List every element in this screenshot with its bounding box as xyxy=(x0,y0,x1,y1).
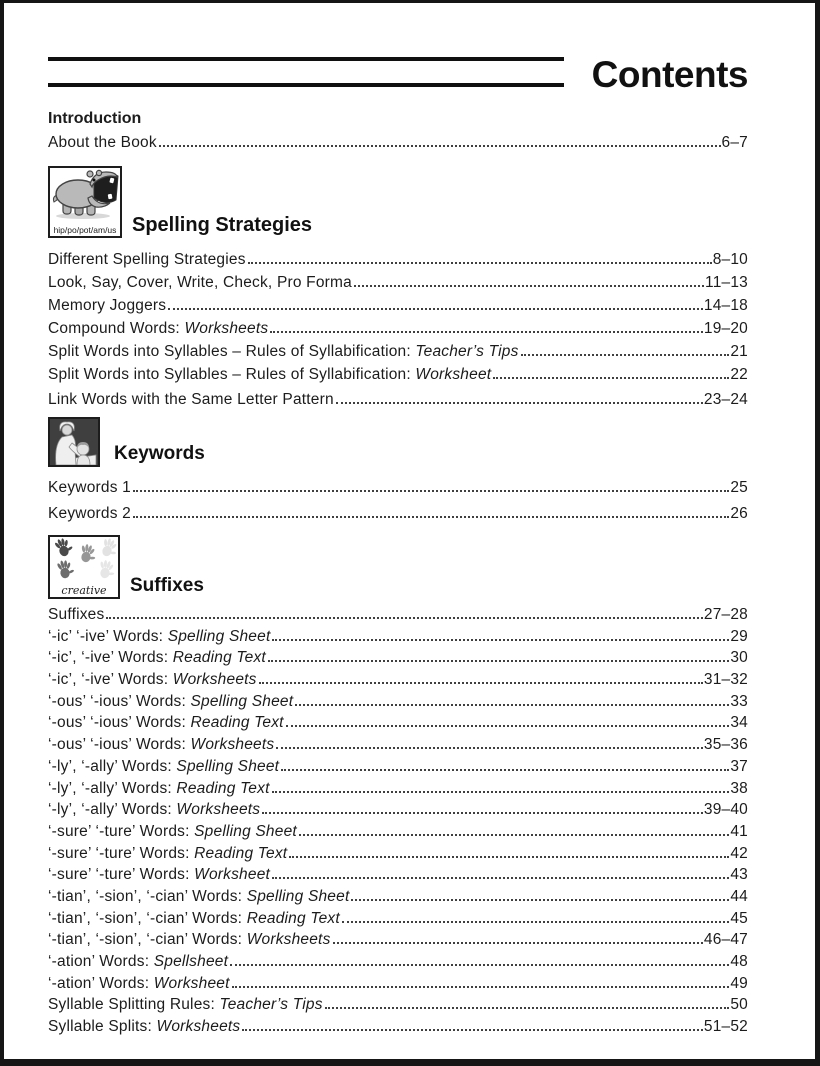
section-head-keywords xyxy=(48,417,748,467)
dot-leader xyxy=(286,725,730,727)
toc-entry-title: ‘-ation’ Words: Spellsheet xyxy=(48,953,229,970)
dot-leader xyxy=(276,747,703,749)
toc-entry-title: ‘-tian’, ‘-sion’, ‘-cian’ Words: Worksheets xyxy=(48,931,331,949)
page-header xyxy=(48,55,748,95)
toc-entry-title: Memory Joggers xyxy=(48,297,167,314)
dot-leader xyxy=(242,1029,703,1031)
toc-entry-title: ‘-ous’ ‘-ious’ Words: Worksheets xyxy=(48,736,275,754)
toc-entry-title: ‘-ly’, ‘-ally’ Words: Spelling Sheet xyxy=(48,757,280,775)
toc-entry-title: ‘-ic’, ‘-ive’ Words: Worksheets xyxy=(48,671,257,689)
page-number: 51–52 xyxy=(703,1018,748,1036)
toc-entry-title: Keywords 1 xyxy=(48,479,131,496)
dot-leader xyxy=(270,331,703,333)
toc-entry xyxy=(48,821,748,843)
toc-entry-title: ‘-ly’, ‘-ally’ Words: Reading Text xyxy=(48,779,270,797)
page-number: 35–36 xyxy=(703,736,748,754)
page-number: 44 xyxy=(730,887,748,905)
toc-entry xyxy=(48,712,748,734)
toc-entry-title: Split Words into Syllables – Rules of Syllabification: Worksheet xyxy=(48,366,492,383)
toc-entry-title: ‘-sure’ ‘-ture’ Words: Reading Text xyxy=(48,844,288,862)
dot-leader xyxy=(333,942,703,944)
toc-entry xyxy=(48,501,748,527)
toc-entry xyxy=(48,994,748,1016)
toc-entry xyxy=(48,248,748,271)
toc-entry-title: Look, Say, Cover, Write, Check, Pro Forma xyxy=(48,274,352,291)
toc-entry-title: ‘-ous’ ‘-ious’ Words: Reading Text xyxy=(48,714,284,732)
section-head-suffixes xyxy=(48,535,748,599)
toc-entry xyxy=(48,864,748,886)
mother-child-photo xyxy=(48,417,100,467)
toc-entries-keywords xyxy=(48,475,748,527)
section-heading-suffixes: Suffixes xyxy=(130,575,204,596)
page-number: 38 xyxy=(730,779,748,797)
hippo-icon xyxy=(48,166,122,238)
dot-leader xyxy=(272,639,729,641)
page-number: 33 xyxy=(730,692,748,710)
toc-entry xyxy=(48,756,748,778)
toc-entry xyxy=(48,799,748,821)
page-number: 37 xyxy=(730,757,748,775)
dot-leader xyxy=(259,682,703,684)
toc-entry xyxy=(48,294,748,317)
dot-leader xyxy=(342,921,729,923)
dot-leader xyxy=(272,791,730,793)
page-number: 39–40 xyxy=(703,801,748,819)
toc-entry-title: Keywords 2 xyxy=(48,505,131,522)
dot-leader xyxy=(351,899,729,901)
toc-entry xyxy=(48,886,748,908)
dot-leader xyxy=(295,704,729,706)
page-number: 26 xyxy=(730,505,748,522)
toc-entry-title: ‘-ation’ Words: Worksheet xyxy=(48,974,230,992)
page-number: 6–7 xyxy=(721,134,748,151)
dot-leader xyxy=(159,145,721,147)
title-rules xyxy=(48,57,564,87)
toc-entry xyxy=(48,669,748,691)
toc-entry-title: About the Book xyxy=(48,134,157,151)
page-number: 49 xyxy=(730,974,748,992)
section-heading-keywords: Keywords xyxy=(114,443,205,464)
dot-leader xyxy=(354,285,704,287)
dot-leader xyxy=(299,834,729,836)
dot-leader xyxy=(325,1007,730,1009)
toc-entry xyxy=(48,929,748,951)
dot-leader xyxy=(133,516,729,518)
toc-entry xyxy=(48,363,748,386)
toc-entry-title: ‘-ic’, ‘-ive’ Words: Reading Text xyxy=(48,649,266,667)
dot-leader xyxy=(493,377,729,379)
toc-entry-title: ‘-ly’, ‘-ally’ Words: Worksheets xyxy=(48,801,261,819)
toc-entry-title: ‘-sure’ ‘-ture’ Words: Worksheet xyxy=(48,866,271,884)
toc-entry xyxy=(48,1016,748,1038)
page-number: 21 xyxy=(730,343,748,360)
dot-leader xyxy=(262,812,703,814)
dot-leader xyxy=(521,354,730,356)
toc-entry-title: ‘-ous’ ‘-ious’ Words: Spelling Sheet xyxy=(48,692,294,710)
dot-leader xyxy=(106,617,702,619)
page-number: 30 xyxy=(730,649,748,667)
page-title: Contents xyxy=(591,54,748,95)
toc-entry-title: Compound Words: Worksheets xyxy=(48,320,269,337)
dot-leader xyxy=(281,769,729,771)
toc-entry xyxy=(48,475,748,501)
page-number: 42 xyxy=(730,844,748,862)
dot-leader xyxy=(289,856,729,858)
page-number: 25 xyxy=(730,479,748,496)
toc-entry-title: ‘-sure’ ‘-ture’ Words: Spelling Sheet xyxy=(48,822,297,840)
dot-leader xyxy=(268,660,729,662)
page-number: 48 xyxy=(730,953,748,970)
dot-leader xyxy=(168,308,703,310)
toc-entry-title: ‘-tian’, ‘-sion’, ‘-cian’ Words: Reading Text xyxy=(48,909,340,927)
toc-entry xyxy=(48,691,748,713)
page-number: 43 xyxy=(730,866,748,884)
toc-entry-title: Link Words with the Same Letter Pattern xyxy=(48,391,334,408)
toc-entry xyxy=(48,626,748,648)
toc-entry xyxy=(48,317,748,340)
toc-entry xyxy=(48,131,748,154)
section-heading-spelling-strategies: Spelling Strategies xyxy=(132,214,313,236)
page-number: 27–28 xyxy=(703,606,748,623)
dot-leader xyxy=(133,490,729,492)
dot-leader xyxy=(230,964,729,966)
toc-entry xyxy=(48,604,748,626)
hippo-caption: hip/po/pot/am/us xyxy=(53,225,117,235)
section-head-spelling-strategies xyxy=(48,166,748,238)
toc-entry-title: Different Spelling Strategies xyxy=(48,251,246,268)
handprints-caption: creative xyxy=(61,584,107,597)
page-content xyxy=(4,55,815,1038)
page-number: 14–18 xyxy=(703,297,748,314)
toc-entry-title: Syllable Splits: Worksheets xyxy=(48,1018,241,1036)
dot-leader xyxy=(272,877,729,879)
page-number: 22 xyxy=(730,366,748,383)
toc-entries-suffixes xyxy=(48,604,748,1038)
handprints-icon xyxy=(48,535,120,599)
toc-entry xyxy=(48,843,748,865)
page-number: 8–10 xyxy=(712,251,748,268)
page-number: 11–13 xyxy=(705,274,748,291)
toc-entry-title: Suffixes xyxy=(48,606,105,623)
page-number: 41 xyxy=(730,822,748,840)
toc-entry-title: ‘-tian’, ‘-sion’, ‘-cian’ Words: Spelling Sheet xyxy=(48,887,350,905)
hippo-illustration xyxy=(50,168,120,220)
toc-entry xyxy=(48,271,748,294)
page-number: 19–20 xyxy=(703,320,748,337)
toc-entry xyxy=(48,388,748,411)
page-number: 50 xyxy=(730,996,748,1014)
toc-entry-title: Split Words into Syllables – Rules of Syllabification: Teacher’s Tips xyxy=(48,343,519,360)
mother-child-illustration xyxy=(50,419,98,465)
handprints-illustration xyxy=(50,537,118,579)
dot-leader xyxy=(336,402,703,404)
page-number: 46–47 xyxy=(703,931,748,949)
toc-entry xyxy=(48,973,748,995)
toc-entry xyxy=(48,647,748,669)
toc-entries-spelling xyxy=(48,248,748,411)
page-number: 34 xyxy=(730,714,748,732)
page-number: 31–32 xyxy=(703,671,748,689)
toc-entry xyxy=(48,951,748,973)
toc-entry-title: ‘-ic’ ‘-ive’ Words: Spelling Sheet xyxy=(48,627,271,645)
toc-entries-introduction xyxy=(48,131,748,154)
toc-entry-title: Syllable Splitting Rules: Teacher’s Tips xyxy=(48,996,323,1014)
toc-entry xyxy=(48,340,748,363)
toc-entry xyxy=(48,734,748,756)
dot-leader xyxy=(248,262,712,264)
page-number: 45 xyxy=(730,909,748,927)
page-number: 29 xyxy=(730,627,748,645)
title-rule-bottom xyxy=(48,83,564,87)
toc-entry xyxy=(48,908,748,930)
dot-leader xyxy=(232,986,730,988)
title-rule-top xyxy=(48,57,564,61)
toc-entry xyxy=(48,778,748,800)
section-heading-introduction: Introduction xyxy=(48,110,142,127)
page-number: 23–24 xyxy=(703,391,748,408)
